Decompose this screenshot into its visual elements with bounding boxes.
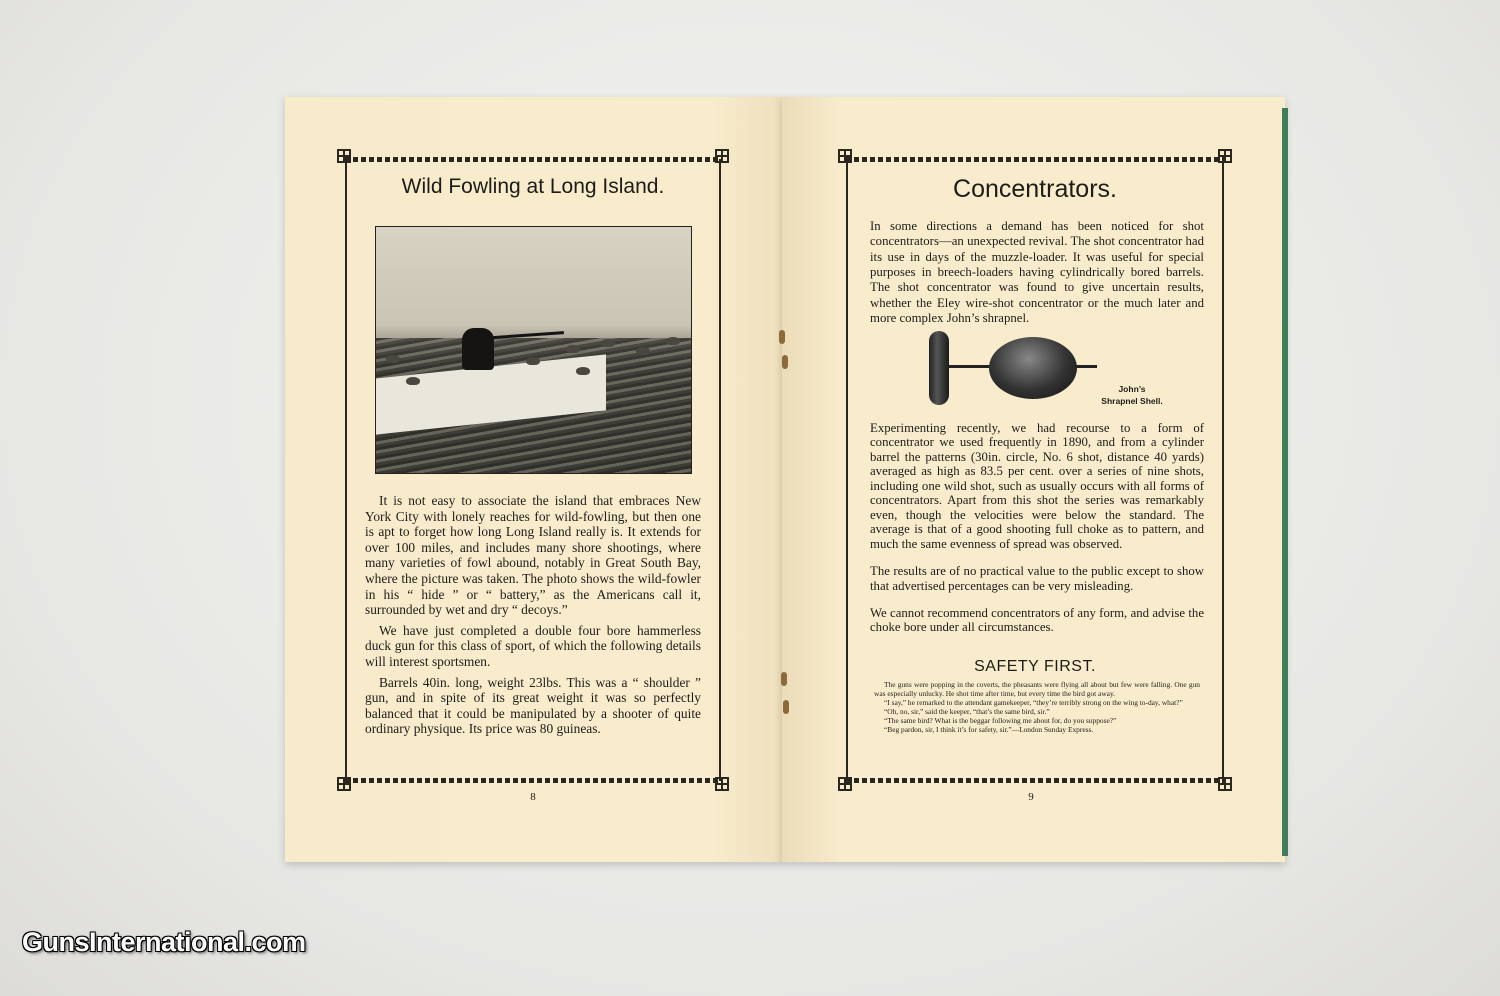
site-watermark: GunsInternational.com — [22, 927, 306, 957]
corner-ornament-icon — [715, 777, 729, 791]
shell-disc — [929, 331, 949, 405]
photo-decoy — [386, 355, 400, 363]
body-paragraph: In some directions a demand has been noticed for shot concentrators—an unexpected revival. The shot concentrator had its use in days of the muzzle-loader. It was useful for special purposes in breech-loaders having cylindrically bored barrels. The shot concentrator was found to give uncertain results, whether the Eley wire-shot concentrator or the much later and more complex John’s shrapnel. — [870, 218, 1204, 326]
anecdote-line: “The same bird? What is the beggar following me about for, do you suppose?” — [884, 716, 1117, 725]
anecdote-line: “Beg pardon, sir, I think it’s for safety, sir.”—London Sunday Express. — [884, 725, 1094, 734]
body-paragraph: Barrels 40in. long, weight 23lbs. This was a “ shoulder ” gun, and in spite of its great weight it was so perfectly balanced that it could be manipulated by a shooter of quite ordinary physique. Its price was 80 guineas. — [365, 674, 701, 737]
shell-body — [989, 337, 1077, 399]
photo-decoy — [526, 357, 540, 365]
photo-decoy — [406, 377, 420, 385]
binding-stitch-icon — [781, 672, 787, 686]
left-page — [285, 97, 782, 862]
figure-caption-line: Shrapnel Shell. — [1101, 396, 1163, 406]
anecdote-line: “I say,” he remarked to the attendant gamekeeper, “they’re terribly strong on the wing to-day, what?” — [884, 698, 1183, 707]
corner-ornament-icon — [1218, 777, 1232, 791]
corner-ornament-icon — [838, 149, 852, 163]
binding-stitch-icon — [779, 330, 785, 344]
photo-decoy — [566, 345, 580, 353]
corner-ornament-icon — [337, 777, 351, 791]
figure-caption-line: John’s — [1118, 384, 1146, 394]
page-number: 9 — [1028, 791, 1034, 803]
corner-ornament-icon — [337, 149, 351, 163]
anecdote-line: “Oh, no, sir,” said the keeper, “that’s the same bird, sir.” — [884, 707, 1050, 716]
right-page-body — [870, 408, 1204, 648]
corner-ornament-icon — [715, 149, 729, 163]
photo-hunter — [462, 328, 494, 370]
safety-first-heading: SAFETY FIRST. — [974, 658, 1096, 675]
right-page-title: Concentrators. — [953, 175, 1117, 203]
open-booklet — [285, 97, 1285, 862]
green-cover-edge — [1282, 108, 1288, 856]
body-paragraph: We cannot recommend concentrators of any form, and advise the choke bore under all circumstances. — [870, 605, 1204, 635]
safety-first-anecdote — [874, 680, 1200, 734]
page-number: 8 — [530, 791, 536, 803]
corner-ornament-icon — [838, 777, 852, 791]
body-paragraph: Experimenting recently, we had recourse to a form of concentrator we used frequently in 1890, and from a cylinder barrel the patterns (30in. circle, No. 6 shot, distance 40 yards) averaged as high as 83.5 per cent. over a series of nine shots, including one wild shot, such as usually occurs with all forms of concentrators. Apart from this shot the series was remarkably even, though the velocities were below the standard. The average is that of a good shooting full choke as to pattern, and much the same evenness of spread was observed. — [870, 420, 1204, 551]
right-page — [782, 97, 1285, 862]
body-paragraph: The results are of no practical value to the public except to show that advertised percentages can be very misleading. — [870, 564, 1204, 593]
photo-decoy — [636, 347, 650, 355]
photo-decoy — [601, 339, 615, 347]
right-page-intro — [870, 206, 1204, 339]
left-page-title: Wild Fowling at Long Island. — [401, 175, 665, 198]
photo-decoy — [666, 337, 680, 345]
anecdote-line: The guns were popping in the coverts, the pheasants were flying all about but few were falling. One gun was especially unlucky. He shot time after time, but every time the bird got away. — [874, 680, 1200, 698]
corner-ornament-icon — [1218, 149, 1232, 163]
binding-stitch-icon — [783, 700, 789, 714]
left-page-body — [365, 493, 701, 742]
figure-caption — [1092, 383, 1172, 407]
photo-decoy — [576, 367, 590, 375]
wild-fowler-photo — [375, 226, 692, 474]
body-paragraph: We have just completed a double four bore hammerless duck gun for this class of sport, of which the following details will interest sportsmen. — [365, 622, 701, 669]
binding-stitch-icon — [782, 355, 788, 369]
body-paragraph: It is not easy to associate the island that embraces New York City with lonely reaches for wild-fowling, but then one is apt to forget how long Long Island really is. It extends for over 100 miles, and includes many shore shootings, where many varieties of fowl abound, notably in Great South Bay, where the picture was taken. The photo shows the wild-fowler in his “ hide ” or “ battery,” as the Americans call it, surrounded by wet and dry “ decoys.” — [365, 493, 701, 618]
